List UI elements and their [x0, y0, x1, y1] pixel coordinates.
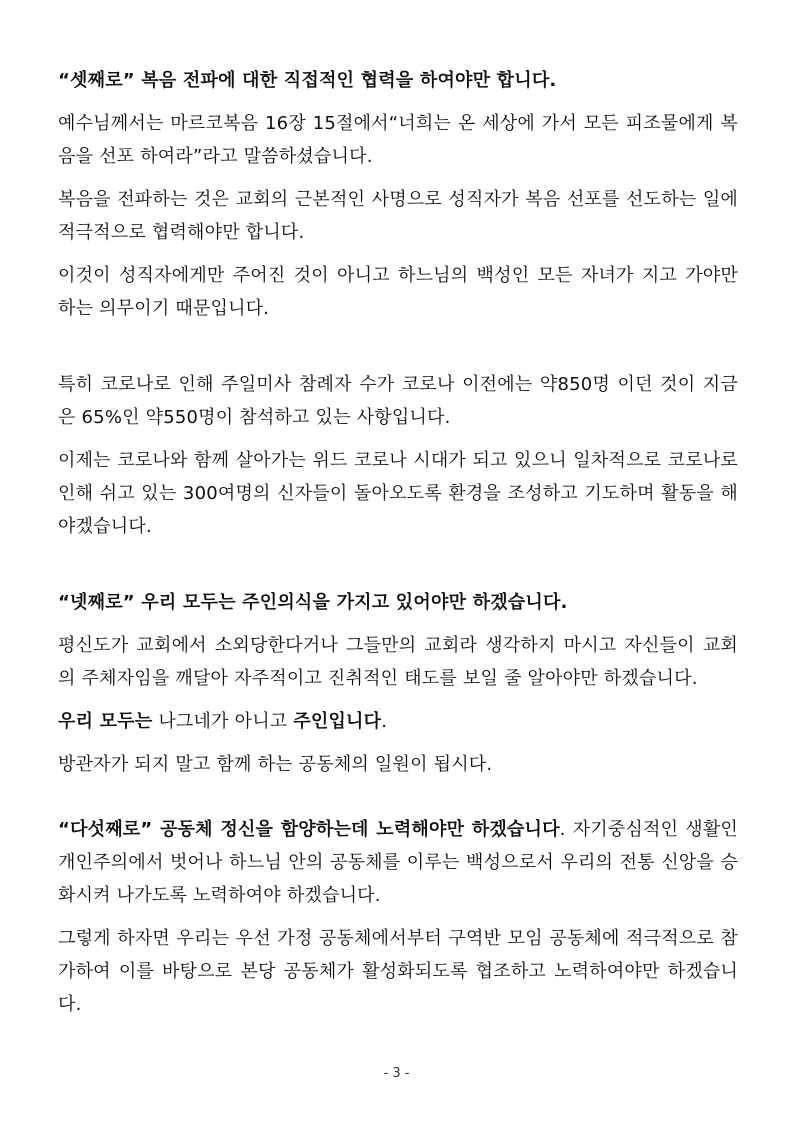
document-body	[58, 64, 738, 1031]
page-number: - 3 -	[383, 1066, 410, 1081]
bold-text: 우리 모두는	[58, 711, 153, 732]
spacer	[58, 335, 738, 368]
paragraph: 방관자가 되지 말고 함께 하는 공동체의 일원이 됩시다.	[58, 754, 493, 775]
paragraph: 그렇게 하자면 우리는 우선 가정 공동체에서부터 구역반 모임 공동체에 적극적으로 참가하여 이를 바탕으로 본당 공동체가 활성화되도록 협조하고 노력하여야만 하겠습니다.	[58, 928, 738, 1015]
section-heading-fifth	[58, 813, 738, 912]
text: 자기중심적인 생활인 개인주의에서 벗어나 하느님 안의 공동체를 이루는 백성으로서 우리의 전통 신앙을 승화시켜 나가도록 노력하여야 하겠습니다.	[58, 819, 739, 906]
spacer	[58, 553, 738, 586]
spacer	[58, 791, 738, 813]
paragraph: 이제는 코로나와 함께 살아가는 위드 코로나 시대가 되고 있으니 일차적으로 코로나로 인해 쉬고 있는 300여명의 신자들이 돌아오도록 환경을 조성하고 기도하며 활동을 해야겠습니다.	[58, 450, 738, 537]
text: .	[559, 819, 573, 840]
text: 나그네가 아니고	[152, 711, 294, 732]
paragraph: 특히 코로나로 인해 주일미사 참례자 수가 코로나 이전에는 약850명 이던 것이 지금은 65%인 약550명이 참석하고 있는 사항입니다.	[58, 374, 738, 428]
bold-text: 주인입니다	[293, 711, 382, 732]
paragraph-emphasis	[58, 705, 738, 738]
paragraph: 이것이 성직자에게만 주어진 것이 아니고 하느님의 백성인 모든 자녀가 지고 가야만 하는 의무이기 때문입니다.	[58, 265, 738, 319]
paragraph: 복음을 전파하는 것은 교회의 근본적인 사명으로 성직자가 복음 선포를 선도하는 일에 적극적으로 협력해야만 합니다.	[58, 189, 738, 243]
paragraph: 평신도가 교회에서 소외당한다거나 그들만의 교회라 생각하지 마시고 자신들이 교회의 주체자임을 깨달아 자주적이고 진취적인 태도를 보일 줄 알아야만 하겠습니다.	[58, 635, 738, 689]
section-heading-fourth: “넷째로” 우리 모두는 주인의식을 가지고 있어야만 하겠습니다.	[58, 592, 568, 613]
paragraph: 예수님께서는 마르코복음 16장 15절에서“너희는 온 세상에 가서 모든 피조물에게 복음을 선포 하여라”라고 말씀하셨습니다.	[58, 113, 738, 167]
text: .	[381, 711, 388, 732]
section-heading-third: “셋째로” 복음 전파에 대한 직접적인 협력을 하여야만 합니다.	[58, 70, 557, 91]
bold-heading: “다섯째로” 공동체 정신을 함양하는데 노력해야만 하겠습니다	[58, 819, 560, 840]
